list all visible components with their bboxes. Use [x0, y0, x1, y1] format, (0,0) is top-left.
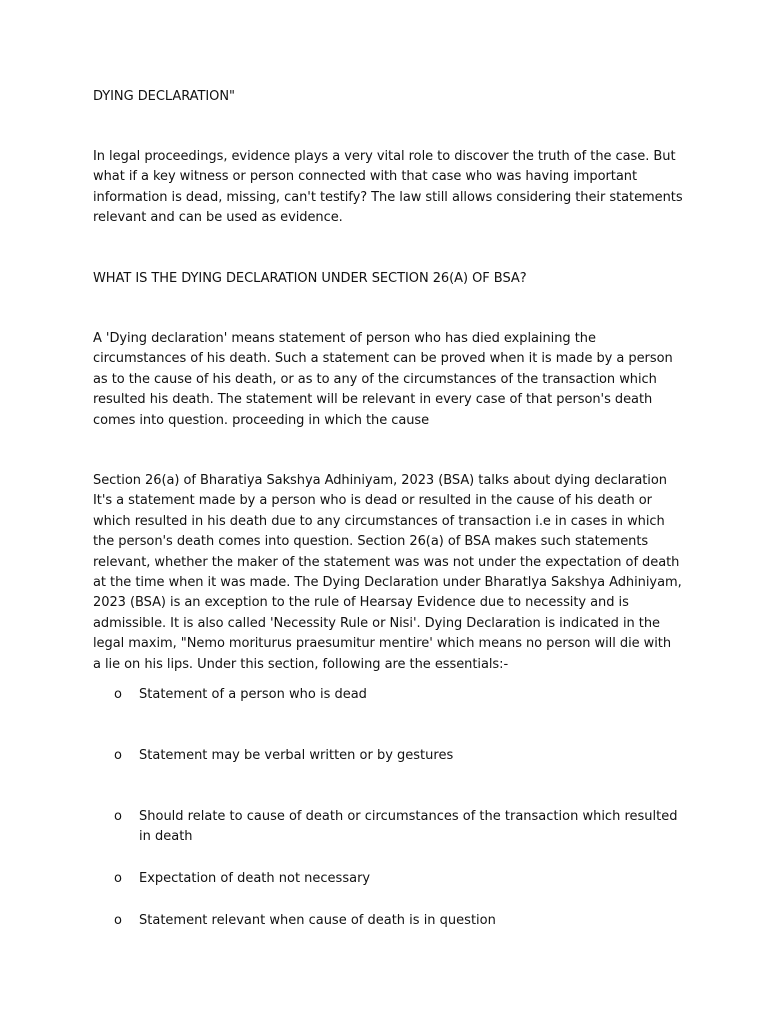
bullet-icon: o	[114, 913, 122, 928]
list-item	[114, 685, 684, 705]
list-item	[114, 869, 684, 889]
list-item	[114, 911, 684, 931]
list-item-text: Should relate to cause of death or circumstances of the transaction which resulted in death	[139, 809, 678, 845]
list-item	[114, 746, 684, 766]
definition-paragraph: A 'Dying declaration' means statement of person who has died explaining the circumstances of his death. Such a statement can be proved when it is made by a person as to the cause of his death, or as to any of the circumstances of the transaction which resulted his death. The statement will be relevant in every case of that person's death comes into question. proceeding in which the cause	[93, 331, 673, 428]
list-item-text: Statement relevant when cause of death is in question	[139, 913, 496, 928]
bullet-icon: o	[114, 687, 122, 702]
document-title: DYING DECLARATION"	[93, 89, 235, 104]
intro-paragraph: In legal proceedings, evidence plays a very vital role to discover the truth of the case. But what if a key witness or person connected with that case who was having important information is dead, missing, can't testify? The law still allows considering their statements relevant and can be used as evidence.	[93, 149, 683, 226]
list-item-text: Statement may be verbal written or by gestures	[139, 748, 454, 763]
bullet-icon: o	[114, 809, 122, 824]
section-heading: WHAT IS THE DYING DECLARATION UNDER SECTION 26(A) OF BSA?	[93, 271, 527, 286]
list-item-text: Expectation of death not necessary	[139, 871, 371, 886]
bullet-icon: o	[114, 871, 122, 886]
section-26a-paragraph: Section 26(a) of Bharatiya Sakshya Adhiniyam, 2023 (BSA) talks about dying declaration It's a statement made by a person who is dead or resulted in the cause of his death or which resulted in his death due to any circumstances of transaction i.e in cases in which the person's death comes into question. Section 26(a) of BSA makes such statements relevant, whether the maker of the statement was was not under the expectation of death at the time when it was made. The Dying Declaration under Bharatlya Sakshya Adhiniyam, 2023 (BSA) is an exception to the rule of Hearsay Evidence due to necessity and is admissible. It is also called 'Necessity Rule or Nisi'. Dying Declaration is indicated in the legal maxim, "Nemo moriturus praesumitur mentire' which means no person will die with a lie on his lips. Under this section, following are the essentials:-	[93, 473, 682, 672]
list-item	[114, 807, 684, 848]
bullet-icon: o	[114, 748, 122, 763]
list-item-text: Statement of a person who is dead	[139, 687, 367, 702]
